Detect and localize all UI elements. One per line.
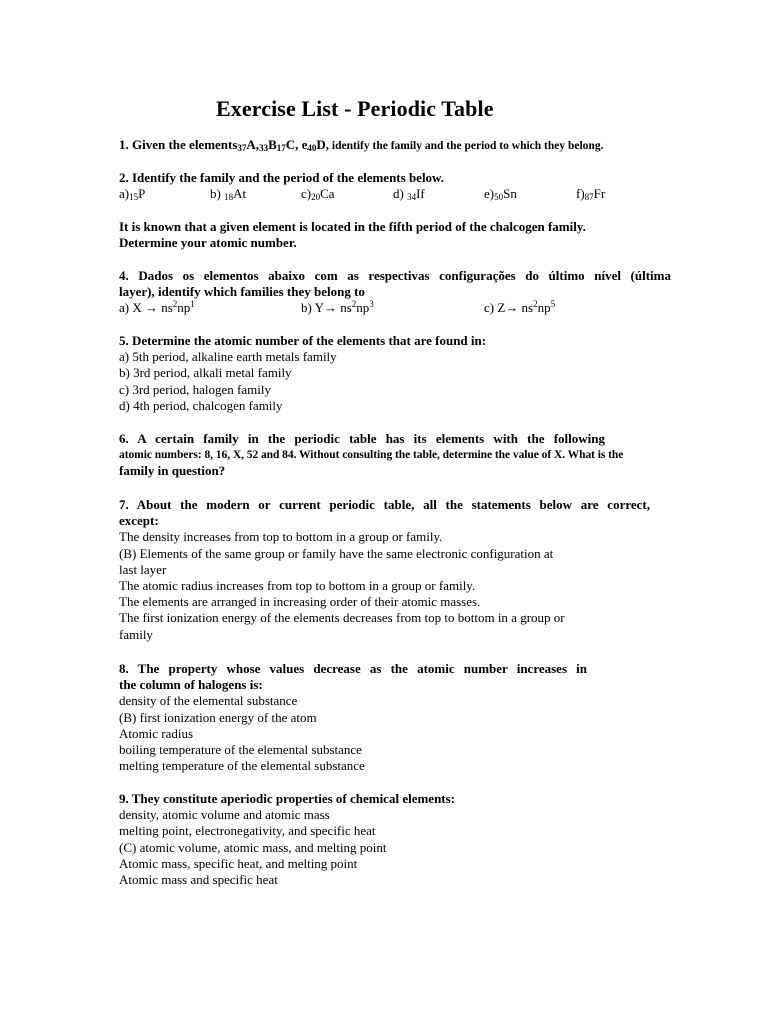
q2-options-row bbox=[119, 186, 671, 202]
q5-text: 5. Determine the atomic number of the elements that are found in: bbox=[119, 333, 487, 348]
q9-option-5: Atomic mass and specific heat bbox=[119, 872, 278, 888]
q9-option-4: Atomic mass, specific heat, and melting point bbox=[119, 855, 358, 871]
q8-option-5: melting temperature of the elemental substance bbox=[119, 758, 365, 774]
question-9 bbox=[119, 791, 671, 888]
question-8 bbox=[119, 661, 671, 774]
q7-option-3: The atomic radius increases from top to bottom in a group or family. bbox=[119, 578, 476, 594]
q4-option-a: a) $X \to ns^2np^1$ bbox=[119, 299, 195, 316]
q1-sub-17: 17 bbox=[276, 143, 286, 153]
q2-text: 2. Identify the family and the period of the elements below. bbox=[119, 170, 444, 185]
q2-option-d: d) $_{34}$If bbox=[393, 186, 425, 203]
question-2 bbox=[119, 170, 671, 202]
q1-element-d: D, bbox=[316, 137, 330, 152]
question-3 bbox=[119, 219, 671, 251]
q4-line-2: layer), identify which families they belong to bbox=[119, 284, 365, 300]
q7-line-2: except: bbox=[119, 513, 159, 529]
q4-option-c: c) $Z\to ns^2np^5$ bbox=[484, 299, 556, 316]
q5-option-c: c) 3rd period, halogen family bbox=[119, 381, 271, 397]
q8-option-1: density of the elemental substance bbox=[119, 693, 298, 709]
question-5 bbox=[119, 333, 671, 414]
page-title: Exercise List - Periodic Table bbox=[216, 96, 494, 121]
q2-option-a: $a)_{15}P$ bbox=[119, 186, 146, 203]
q9-option-1: density, atomic volume and atomic mass bbox=[119, 807, 330, 823]
q6-line-1: 6. A certain family in the periodic table has its elements with the following bbox=[119, 431, 605, 446]
q4-line-1: 4. Dados os elementos abaixo com as respectivas configurações do último nível (última bbox=[119, 268, 671, 283]
q2-option-c: $c)_{20}Ca$ bbox=[301, 186, 335, 203]
question-6 bbox=[119, 431, 671, 480]
q7-option-2-cont: last layer bbox=[119, 561, 167, 577]
q3-line-1: It is known that a given element is located in the fifth period of the chalcogen family. bbox=[119, 219, 586, 234]
q1-element-a: A, bbox=[246, 137, 260, 152]
q4-option-b: b) $Y\to ns^2np^3$ bbox=[301, 299, 374, 316]
q7-option-4: The elements are arranged in increasing order of their atomic masses. bbox=[119, 594, 481, 610]
q1-element-b: B bbox=[268, 137, 277, 152]
q7-option-1: The density increases from top to bottom in a group or family. bbox=[119, 529, 443, 545]
q7-option-2: (B) Elements of the same group or family have the same electronic configuration at bbox=[119, 545, 554, 561]
q1-suffix: identify the family and the period to which they belong. bbox=[329, 140, 604, 152]
question-4 bbox=[119, 268, 671, 317]
q7-line-1: 7. About the modern or current periodic table, all the statements below are correct, bbox=[119, 497, 650, 512]
q6-line-3: family in question? bbox=[119, 463, 226, 479]
q8-option-3: Atomic radius bbox=[119, 725, 194, 741]
q8-line-1: 8. The property whose values decrease as the atomic number increases in bbox=[119, 661, 587, 676]
q4-options-row bbox=[119, 300, 671, 316]
q5-option-b: b) 3rd period, alkali metal family bbox=[119, 365, 292, 381]
q1-sub-40: 40 bbox=[307, 143, 317, 153]
q9-text: 9. They constitute aperiodic properties of chemical elements: bbox=[119, 791, 456, 806]
q6-line-2: atomic numbers: 8, 16, X, 52 and 84. Without consulting the table, determine the value of X. What is the bbox=[119, 449, 624, 462]
q1-sub-37: 37 bbox=[237, 143, 247, 153]
q5-option-a: a) 5th period, alkaline earth metals family bbox=[119, 349, 337, 365]
q5-option-d: d) 4th period, chalcogen family bbox=[119, 397, 283, 413]
question-7 bbox=[119, 497, 671, 643]
q8-option-2: (B) first ionization energy of the atom bbox=[119, 709, 317, 725]
q9-option-3: (C) atomic volume, atomic mass, and melting point bbox=[119, 839, 387, 855]
q1-sub-33: 33 bbox=[259, 143, 269, 153]
q8-option-4: boiling temperature of the elemental substance bbox=[119, 742, 362, 758]
q3-line-2: Determine your atomic number. bbox=[119, 235, 297, 251]
q2-option-f: $f)_{87}Fr$ bbox=[576, 186, 606, 203]
q1-prefix: 1. Given the elements bbox=[119, 137, 238, 152]
q9-option-2: melting point, electronegativity, and specific heat bbox=[119, 823, 376, 839]
q1-element-c: C, e bbox=[285, 137, 308, 152]
q2-option-b: b) $_{18}$At bbox=[210, 186, 247, 203]
q7-option-5: The first ionization energy of the elements decreases from top to bottom in a group or bbox=[119, 610, 565, 626]
question-1 bbox=[119, 137, 671, 154]
q8-line-2: the column of halogens is: bbox=[119, 677, 263, 693]
q2-option-e: $e)_{50}Sn$ bbox=[484, 186, 517, 203]
q7-option-5-cont: family bbox=[119, 626, 153, 642]
